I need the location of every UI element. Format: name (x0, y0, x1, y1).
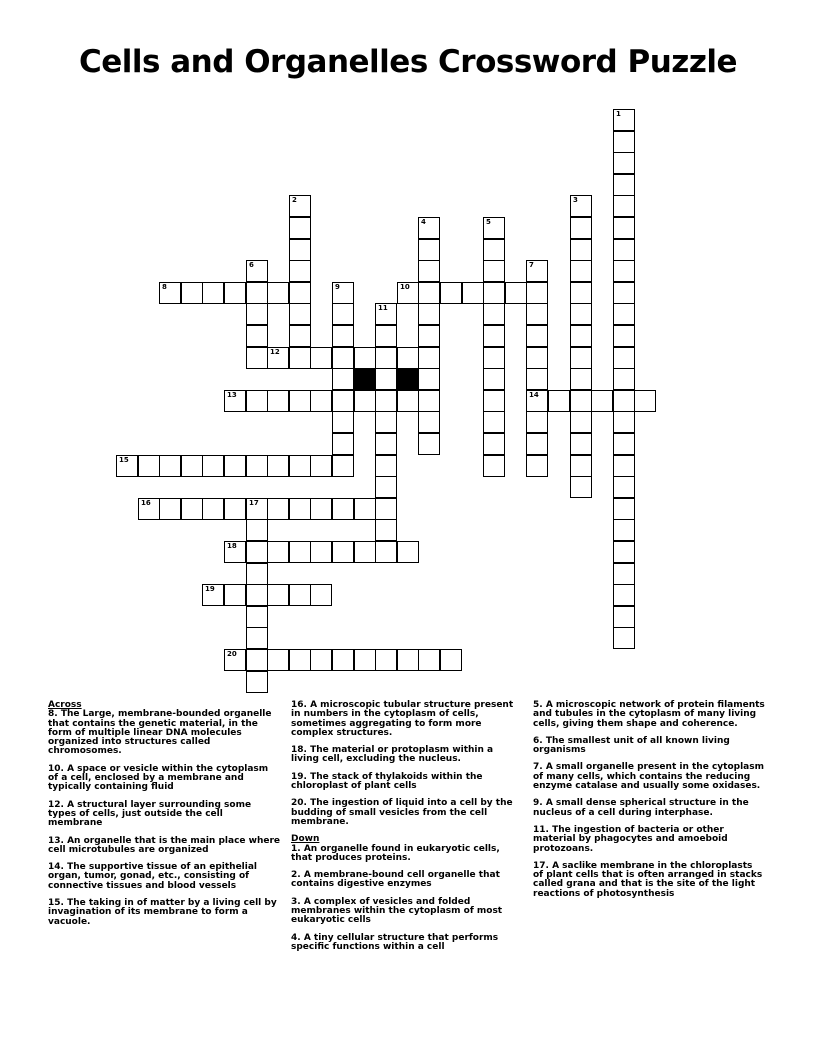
grid-cell[interactable] (289, 325, 311, 347)
grid-cell[interactable] (267, 282, 289, 304)
grid-cell[interactable] (570, 195, 592, 217)
grid-cell[interactable] (332, 303, 354, 325)
grid-cell[interactable] (332, 368, 354, 390)
grid-cell[interactable] (440, 282, 462, 304)
clue-number-label: 7 (529, 261, 534, 269)
grid-cell[interactable] (224, 390, 246, 412)
grid-cell[interactable] (462, 282, 484, 304)
grid-cell[interactable] (289, 347, 311, 369)
clue-14 (48, 863, 280, 891)
grid-cell[interactable] (483, 217, 505, 239)
clue-number-label: 15 (119, 456, 129, 464)
clue-number: 14. (48, 862, 64, 873)
grid-cell[interactable] (332, 325, 354, 347)
grid-cell[interactable] (613, 109, 635, 131)
grid-cell[interactable] (246, 563, 268, 585)
grid-cell[interactable] (267, 347, 289, 369)
grid-cell[interactable] (505, 282, 527, 304)
clue-text: The Large, membrane-bounded organelle that contains the genetic material, in the form of multiple linear DNA molecules organized into structures called chromosomes. (48, 709, 272, 757)
clue-text: A complex of vesicles and folded membranes within the cytoplasm of most eukaryotic cells (291, 896, 503, 926)
grid-cell[interactable] (375, 519, 397, 541)
grid-cell[interactable] (246, 541, 268, 563)
grid-cell[interactable] (267, 498, 289, 520)
grid-cell[interactable] (570, 325, 592, 347)
grid-cell[interactable] (570, 455, 592, 477)
grid-cell[interactable] (613, 455, 635, 477)
grid-cell[interactable] (310, 347, 332, 369)
clues-column-2 (291, 701, 523, 960)
grid-cell[interactable] (613, 303, 635, 325)
grid-cell[interactable] (613, 627, 635, 649)
grid-cell[interactable] (246, 303, 268, 325)
grid-cell[interactable] (332, 498, 354, 520)
grid-cell[interactable] (375, 476, 397, 498)
grid-cell[interactable] (613, 433, 635, 455)
grid-cell[interactable] (613, 239, 635, 261)
grid-cell[interactable] (483, 368, 505, 390)
clue-text: A small dense spherical structure in the nucleus of a cell during interphase. (533, 798, 749, 818)
clue-number: 10. (48, 763, 64, 774)
grid-cell[interactable] (375, 498, 397, 520)
clue-5 (533, 701, 765, 729)
grid-cell[interactable] (159, 282, 181, 304)
grid-cell[interactable] (418, 282, 440, 304)
grid-cell[interactable] (397, 541, 419, 563)
grid-cell[interactable] (570, 411, 592, 433)
clue-number-label: 20 (227, 650, 237, 658)
grid-cell[interactable] (181, 455, 203, 477)
clue-number: 3. (291, 896, 301, 907)
clue-number: 20. (291, 798, 307, 809)
clue-number-label: 14 (529, 391, 539, 399)
grid-cell[interactable] (526, 325, 548, 347)
grid-cell[interactable] (310, 649, 332, 671)
clue-20 (291, 799, 523, 827)
grid-cell[interactable] (332, 649, 354, 671)
clue-number: 7. (533, 762, 543, 773)
grid-cell[interactable] (613, 152, 635, 174)
grid-cell[interactable] (159, 498, 181, 520)
grid-cell[interactable] (418, 325, 440, 347)
clue-11 (533, 826, 765, 854)
grid-cell[interactable] (289, 498, 311, 520)
clue-text: The material or protoplasm within a living cell, excluding the nucleus. (291, 745, 494, 765)
grid-cell[interactable] (138, 498, 160, 520)
clue-number: 8. (48, 709, 58, 720)
clue-number: 6. (533, 735, 543, 746)
grid-cell[interactable] (418, 433, 440, 455)
clue-number: 5. (533, 700, 543, 710)
grid-cell[interactable] (526, 390, 548, 412)
clue-text: The ingestion of bacteria or other material by phagocytes and amoeboid protozoans. (533, 824, 728, 854)
grid-cell[interactable] (570, 303, 592, 325)
clue-number-label: 19 (205, 585, 215, 593)
grid-cell[interactable] (526, 411, 548, 433)
grid-cell[interactable] (246, 627, 268, 649)
grid-cell[interactable] (202, 455, 224, 477)
grid-cell[interactable] (310, 390, 332, 412)
clue-text: A tiny cellular structure that performs specific functions within a cell (291, 932, 499, 952)
grid-cell[interactable] (613, 411, 635, 433)
clues-column-3 (533, 701, 765, 907)
clue-number-label: 18 (227, 542, 237, 550)
grid-cell[interactable] (613, 131, 635, 153)
clue-19 (291, 773, 523, 792)
grid-cell[interactable] (332, 433, 354, 455)
clue-7 (533, 763, 765, 791)
grid-cell[interactable] (310, 584, 332, 606)
clue-text: A microscopic network of protein filaments and tubules in the cytoplasm of many living cells, giving them shape and coherence. (533, 700, 765, 729)
grid-cell[interactable] (483, 347, 505, 369)
clue-number-label: 17 (249, 499, 259, 507)
clue-number: 1. (291, 843, 301, 854)
grid-cell[interactable] (289, 260, 311, 282)
grid-cell[interactable] (181, 498, 203, 520)
grid-cell[interactable] (202, 498, 224, 520)
clue-6 (533, 737, 765, 756)
grid-cell[interactable] (418, 260, 440, 282)
grid-cell[interactable] (418, 347, 440, 369)
grid-cell[interactable] (483, 433, 505, 455)
clue-text: A saclike membrane in the chloroplasts of plant cells that is often arranged in stacks called grana and that is the site of the light reactions of photosynthesis (533, 860, 763, 899)
grid-cell[interactable] (570, 239, 592, 261)
grid-cell[interactable] (354, 498, 376, 520)
clue-text: A space or vesicle within the cytoplasm of a cell, enclosed by a membrane and typically containing fluid (48, 763, 269, 793)
page-title: Cells and Organelles Crossword Puzzle (78, 44, 738, 80)
clue-number-label: 3 (573, 196, 578, 204)
grid-cell[interactable] (267, 584, 289, 606)
grid-cell[interactable] (375, 368, 397, 390)
grid-cell[interactable] (332, 541, 354, 563)
grid-cell[interactable] (613, 325, 635, 347)
grid-cell[interactable] (570, 260, 592, 282)
grid-cell[interactable] (289, 303, 311, 325)
clue-number-label: 12 (270, 348, 280, 356)
grid-cell[interactable] (246, 347, 268, 369)
grid-cell[interactable] (224, 649, 246, 671)
grid-cell[interactable] (483, 239, 505, 261)
grid-cell[interactable] (246, 671, 268, 693)
clue-number-label: 9 (335, 283, 340, 291)
grid-cell[interactable] (375, 411, 397, 433)
grid-cell[interactable] (613, 260, 635, 282)
grid-cell[interactable] (289, 541, 311, 563)
grid-cell[interactable] (613, 390, 635, 412)
clue-number-label: 5 (486, 218, 491, 226)
clue-2 (291, 871, 523, 890)
grid-cell[interactable] (332, 282, 354, 304)
grid-cell[interactable] (267, 390, 289, 412)
clue-text: An organelle that is the main place where cell microtubules are organized (48, 835, 281, 855)
grid-cell[interactable] (224, 541, 246, 563)
grid-cell[interactable] (310, 541, 332, 563)
grid-cell[interactable] (397, 347, 419, 369)
clue-number-label: 11 (378, 304, 388, 312)
grid-cell[interactable] (246, 519, 268, 541)
grid-cell[interactable] (570, 476, 592, 498)
grid-cell[interactable] (138, 455, 160, 477)
grid-cell[interactable] (354, 649, 376, 671)
grid-cell[interactable] (613, 519, 635, 541)
grid-cell[interactable] (289, 649, 311, 671)
grid-cell[interactable] (526, 455, 548, 477)
grid-cell[interactable] (613, 282, 635, 304)
clue-text: The supportive tissue of an epithelial organ, tumor, gonad, etc., consisting of connective tissues and blood vessels (48, 862, 257, 891)
clue-number: 17. (533, 860, 549, 871)
grid-cell[interactable] (483, 260, 505, 282)
grid-cell[interactable] (440, 649, 462, 671)
grid-cell[interactable] (418, 390, 440, 412)
clue-number-label: 6 (249, 261, 254, 269)
clue-10 (48, 765, 280, 793)
grid-cell[interactable] (483, 325, 505, 347)
clue-number-label: 4 (421, 218, 426, 226)
grid-cell[interactable] (613, 498, 635, 520)
grid-cell[interactable] (332, 347, 354, 369)
grid-cell[interactable] (526, 433, 548, 455)
grid-cell[interactable] (613, 174, 635, 196)
grid-cell[interactable] (246, 649, 268, 671)
grid-cell[interactable] (159, 455, 181, 477)
clue-number: 2. (291, 870, 301, 881)
grid-cell[interactable] (246, 455, 268, 477)
clue-text: An organelle found in eukaryotic cells, that produces proteins. (291, 843, 500, 863)
grid-cell[interactable] (375, 541, 397, 563)
grid-cell[interactable] (375, 325, 397, 347)
grid-cell[interactable] (246, 390, 268, 412)
grid-cell[interactable] (354, 347, 376, 369)
grid-cell[interactable] (613, 476, 635, 498)
grid-cell[interactable] (267, 455, 289, 477)
clue-17 (533, 862, 765, 899)
grid-cell[interactable] (418, 217, 440, 239)
clue-number-label: 1 (616, 110, 621, 118)
clue-text: The stack of thylakoids within the chloroplast of plant cells (291, 771, 483, 792)
grid-cell[interactable] (570, 368, 592, 390)
clue-18 (291, 746, 523, 765)
across-heading: Across (48, 700, 82, 710)
grid-cell[interactable] (289, 282, 311, 304)
clue-3 (291, 898, 523, 926)
grid-cell[interactable] (375, 433, 397, 455)
clue-4 (291, 934, 523, 953)
grid-cell[interactable] (289, 455, 311, 477)
grid-cell[interactable] (418, 368, 440, 390)
clue-1 (291, 845, 523, 864)
grid-cell[interactable] (289, 390, 311, 412)
grid-cell[interactable] (246, 606, 268, 628)
grid-cell[interactable] (526, 368, 548, 390)
grid-cell[interactable] (224, 584, 246, 606)
grid-cell[interactable] (267, 649, 289, 671)
grid-cell[interactable] (181, 282, 203, 304)
grid-cell[interactable] (613, 541, 635, 563)
clue-15 (48, 899, 280, 927)
grid-cell[interactable] (526, 347, 548, 369)
grid-cell[interactable] (224, 282, 246, 304)
clue-text: A membrane-bound cell organelle that contains digestive enzymes (291, 870, 500, 890)
clue-text: A small organelle present in the cytoplasm of many cells, which contains the reducing enzyme catalase and usually some oxidases. (533, 762, 764, 792)
clue-number-label: 10 (400, 283, 410, 291)
grid-cell[interactable] (570, 282, 592, 304)
grid-cell[interactable] (375, 455, 397, 477)
grid-cell[interactable] (483, 282, 505, 304)
grid-cell[interactable] (570, 347, 592, 369)
clue-number: 19. (291, 771, 307, 782)
clue-number: 9. (533, 798, 543, 809)
grid-cell[interactable] (116, 455, 138, 477)
grid-cell[interactable] (224, 455, 246, 477)
clue-number-label: 13 (227, 391, 237, 399)
grid-cell[interactable] (483, 455, 505, 477)
clue-text: The taking in of matter by a living cell by invagination of its membrane to form a vacuole. (48, 898, 277, 927)
grid-cell[interactable] (267, 541, 289, 563)
grid-cell[interactable] (246, 325, 268, 347)
clue-number: 15. (48, 898, 64, 909)
grid-cell[interactable] (613, 368, 635, 390)
grid-cell[interactable] (289, 217, 311, 239)
grid-cell[interactable] (570, 390, 592, 412)
grid-cell[interactable] (310, 455, 332, 477)
grid-cell[interactable] (418, 649, 440, 671)
grid-cell[interactable] (418, 303, 440, 325)
grid-cell[interactable] (354, 390, 376, 412)
clue-12 (48, 801, 280, 829)
clue-13 (48, 837, 280, 856)
clue-9 (533, 799, 765, 818)
clue-number: 13. (48, 835, 64, 846)
grid-cell[interactable] (224, 498, 246, 520)
grid-cell[interactable] (375, 347, 397, 369)
grid-cell[interactable] (570, 433, 592, 455)
clue-text: The ingestion of liquid into a cell by the budding of small vesicles from the cell membrane. (291, 798, 513, 827)
grid-cell[interactable] (202, 584, 224, 606)
clue-number-label: 2 (292, 196, 297, 204)
blocked-cell (354, 368, 376, 390)
grid-cell[interactable] (397, 390, 419, 412)
grid-cell[interactable] (332, 411, 354, 433)
grid-cell[interactable] (526, 303, 548, 325)
clues-column-1 (48, 701, 280, 935)
grid-cell[interactable] (613, 347, 635, 369)
clue-number: 11. (533, 824, 549, 835)
clue-8 (48, 710, 280, 756)
grid-cell[interactable] (613, 217, 635, 239)
grid-cell[interactable] (634, 390, 656, 412)
clue-number: 4. (291, 932, 301, 943)
clue-text: The smallest unit of all known living organisms (533, 735, 730, 756)
clue-number: 12. (48, 799, 64, 810)
grid-cell[interactable] (332, 455, 354, 477)
grid-cell[interactable] (375, 303, 397, 325)
grid-cell[interactable] (289, 195, 311, 217)
clue-number: 18. (291, 745, 307, 756)
grid-cell[interactable] (570, 217, 592, 239)
grid-cell[interactable] (526, 282, 548, 304)
grid-cell[interactable] (246, 260, 268, 282)
grid-cell[interactable] (548, 390, 570, 412)
blocked-cell (397, 368, 419, 390)
grid-cell[interactable] (202, 282, 224, 304)
grid-cell[interactable] (289, 584, 311, 606)
grid-cell[interactable] (397, 649, 419, 671)
grid-cell[interactable] (613, 584, 635, 606)
down-heading: Down (291, 834, 320, 845)
grid-cell[interactable] (613, 195, 635, 217)
grid-cell[interactable] (289, 239, 311, 261)
grid-cell[interactable] (354, 541, 376, 563)
grid-cell[interactable] (613, 606, 635, 628)
clue-text: A structural layer surrounding some types of cells, just outside the cell membrane (48, 799, 252, 829)
clue-number-label: 16 (141, 499, 151, 507)
clue-number-label: 8 (162, 283, 167, 291)
grid-cell[interactable] (613, 563, 635, 585)
clue-number: 16. (291, 700, 307, 710)
grid-cell[interactable] (375, 390, 397, 412)
grid-cell[interactable] (483, 303, 505, 325)
grid-cell[interactable] (483, 390, 505, 412)
grid-cell[interactable] (375, 649, 397, 671)
grid-cell[interactable] (310, 498, 332, 520)
grid-cell[interactable] (418, 411, 440, 433)
clue-text: A microscopic tubular structure present in numbers in the cytoplasm of cells, sometimes aggregating to form more complex structures. (291, 700, 514, 738)
grid-cell[interactable] (246, 282, 268, 304)
grid-cell[interactable] (418, 239, 440, 261)
clue-16 (291, 701, 523, 738)
grid-cell[interactable] (526, 260, 548, 282)
grid-cell[interactable] (332, 390, 354, 412)
grid-cell[interactable] (246, 584, 268, 606)
grid-cell[interactable] (591, 390, 613, 412)
grid-cell[interactable] (397, 282, 419, 304)
grid-cell[interactable] (483, 411, 505, 433)
grid-cell[interactable] (246, 498, 268, 520)
